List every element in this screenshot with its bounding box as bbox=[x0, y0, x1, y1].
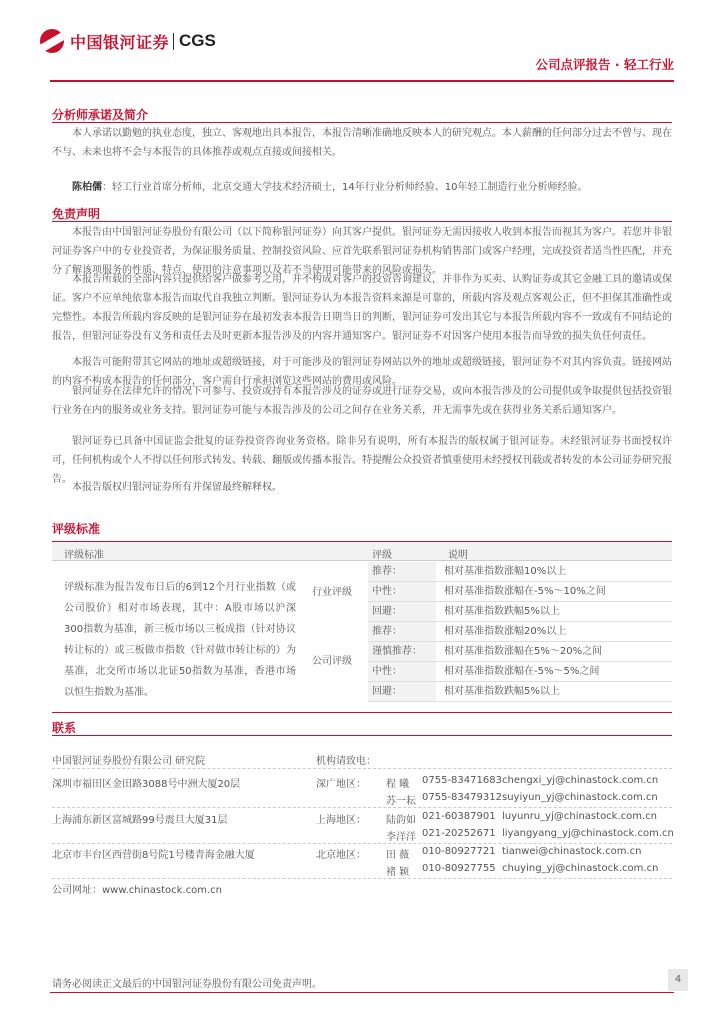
contact-row bbox=[316, 792, 676, 808]
section-rule bbox=[52, 221, 672, 222]
rating-row bbox=[368, 602, 672, 622]
contact-region: 深广地区： bbox=[316, 779, 366, 790]
rating-desc: 相对基准指数涨幅在-5%～10%之间 bbox=[444, 586, 606, 597]
section-rule bbox=[52, 735, 672, 736]
analyst-statement: 本人承诺以勤勉的执业态度，独立、客观地出具本报告，本报告清晰准确地反映本人的研究观点。本人薪酬的任何部分过去不曾与、现在不与、未来也将不会与本报告的具体推荐或观点直接或间接相关。 bbox=[52, 128, 672, 158]
contact-email[interactable]: liyangyang_yj@chinastock.com.cn bbox=[502, 828, 674, 839]
rating-row bbox=[368, 622, 672, 642]
analyst-name: 陈柏儒 bbox=[72, 182, 102, 193]
col-standard: 评级标准 bbox=[64, 550, 104, 561]
rating-table-bottom-rule bbox=[52, 712, 672, 713]
logo-en-text: CGS bbox=[179, 31, 216, 50]
col-desc: 说明 bbox=[448, 550, 468, 561]
report-type: 公司点评报告 · 轻工行业 bbox=[535, 57, 674, 72]
contact-name: 程 曦 bbox=[386, 779, 410, 790]
section-title-disclaimer: 免责声明 bbox=[52, 207, 101, 221]
contact-name: 李洋洋 bbox=[386, 832, 416, 843]
analyst-bio-text: ：轻工行业首席分析师，北京交通大学技术经济硕士，14年行业分析师经验、10年轻工制造行业分析师经验。 bbox=[102, 182, 588, 193]
rating-desc: 相对基准指数涨幅在-5%～5%之间 bbox=[444, 666, 600, 677]
dotted-divider bbox=[52, 878, 672, 879]
contact-region: 上海地区： bbox=[316, 815, 366, 826]
rating-level: 谨慎推荐： bbox=[368, 642, 436, 661]
disclaimer-p1: 本报告由中国银河证券股份有限公司（以下简称银河证券）向其客户提供。银河证券无需因接收人收到本报告而视其为客户。若您并非银河证券客户中的专业投资者，为保证服务质量、控制投资风险、应首先联系银河证券机构销售部门或客户经理，完成投资者适当性匹配，并充分了解该项服务的性质、特点、使用的注意事项以及若不当使用可能带来的风险或损失。 bbox=[52, 227, 672, 276]
section-title-analyst: 分析师承诺及简介 bbox=[52, 108, 149, 122]
contact-name: 陆韵如 bbox=[386, 815, 416, 826]
contact-email[interactable]: chengxi_yj@chinastock.com.cn bbox=[502, 775, 659, 786]
address-beijing: 北京市丰台区西营街8号院1号楼青海金融大厦 bbox=[52, 850, 255, 861]
section-title-rating: 评级标准 bbox=[52, 522, 101, 536]
contact-email[interactable]: luyunru_yj@chinastock.com.cn bbox=[502, 811, 658, 822]
contact-name: 田 薇 bbox=[386, 850, 410, 861]
contact-email[interactable]: tianwei@chinastock.com.cn bbox=[502, 846, 642, 857]
analyst-bio bbox=[52, 178, 672, 197]
dotted-divider bbox=[52, 807, 672, 808]
footer-rule bbox=[50, 992, 674, 993]
contact-phone: 021-20252671 bbox=[422, 828, 496, 839]
footer-disclaimer: 请务必阅读正文最后的中国银河证券股份有限公司免责声明。 bbox=[52, 979, 322, 990]
rating-level: 回避： bbox=[368, 682, 436, 701]
contact-phone: 010-80927755 bbox=[422, 863, 496, 874]
rating-table bbox=[52, 541, 672, 709]
rating-desc: 相对基准指数涨幅10%以上 bbox=[444, 566, 567, 577]
industry-rating-label: 行业评级 bbox=[312, 587, 352, 598]
logo-cn-text: 中国银河证券 bbox=[70, 32, 170, 52]
contact-phone: 0755-83471683 bbox=[422, 775, 502, 786]
company-website[interactable]: 公司网址：www.chinastock.com.cn bbox=[52, 885, 222, 896]
contact-phone: 010-80927721 bbox=[422, 846, 496, 857]
rating-desc: 相对基准指数涨幅20%以上 bbox=[444, 626, 567, 637]
rating-level: 回避： bbox=[368, 602, 436, 621]
contact-phone: 0755-83479312 bbox=[422, 792, 502, 803]
contact-email[interactable]: suyiyun_yj@chinastock.com.cn bbox=[502, 792, 658, 803]
rating-level: 推荐： bbox=[368, 622, 436, 641]
contact-row bbox=[316, 811, 676, 827]
rating-row bbox=[368, 682, 672, 702]
contact-row bbox=[316, 863, 676, 879]
contact-name: 褚 颖 bbox=[386, 867, 410, 878]
rating-level: 中性： bbox=[368, 582, 436, 601]
dotted-divider bbox=[52, 768, 672, 769]
contact-region: 北京地区： bbox=[316, 850, 366, 861]
dotted-divider bbox=[52, 843, 672, 844]
rating-level: 中性： bbox=[368, 662, 436, 681]
rating-row bbox=[368, 662, 672, 682]
rating-desc: 相对基准指数涨幅在5%～20%之间 bbox=[444, 646, 603, 657]
contact-name: 苏一耘 bbox=[386, 796, 416, 807]
page-header bbox=[0, 0, 724, 80]
contact-row bbox=[316, 846, 676, 862]
sales-label: 机构请致电： bbox=[316, 756, 376, 767]
rating-level: 推荐： bbox=[368, 562, 436, 581]
address-shenzhen: 深圳市福田区金田路3088号中洲大厦20层 bbox=[52, 779, 241, 790]
research-institute: 中国银河证券股份有限公司 研究院 bbox=[52, 756, 206, 767]
rating-row bbox=[368, 562, 672, 582]
disclaimer-p6: 本报告版权归银河证券所有并保留最终解释权。 bbox=[72, 482, 282, 493]
rating-row bbox=[368, 582, 672, 602]
rating-standard-text: 评级标准为报告发布日后的6到12个月行业指数（或公司股价）相对市场表现，其中：A股市场以沪深300指数为基准，新三板市场以三板成指（针对协议转让标的）或三板做市指数（针对做市转让标的）为基准，北交所市场以北证50指数为基准，香港市场以恒生指数为基准。 bbox=[64, 582, 296, 698]
disclaimer-p2: 本报告所载的全部内容只提供给客户做参考之用，并不构成对客户的投资咨询建议，并非作为买卖、认购证券或其它金融工具的邀请或保证。客户不应单纯依靠本报告而取代自我独立判断。银河证券认为本报告资料来源是可靠的，所载内容及观点客观公正，但不担保其准确性或完整性。本报告所载内容反映的是银河证券在最初发表本报告日期当日的判断，银河证券可发出其它与本报告所载内容不一致或有不同结论的报告，但银河证券没有义务和责任去及时更新本报告涉及的内容并通知客户。银河证券不对因客户使用本报告而导致的损失负任何责任。 bbox=[52, 274, 672, 342]
disclaimer-p5: 银河证券已具备中国证监会批复的证券投资咨询业务资格。除非另有说明，所有本报告的版权属于银河证券。未经银河证券书面授权许可，任何机构或个人不得以任何形式转发、转载、翻版或传播本报告。特提醒公众投资者慎重使用未经授权刊载或者转发的本公司证券研究报告。 bbox=[52, 436, 672, 485]
rating-desc: 相对基准指数跌幅5%以上 bbox=[444, 606, 560, 617]
contact-row bbox=[316, 775, 676, 791]
address-shanghai: 上海浦东新区富城路99号震旦大厦31层 bbox=[52, 815, 228, 826]
section-title-contact: 联系 bbox=[52, 721, 77, 735]
company-logo bbox=[40, 26, 216, 56]
section-rule bbox=[52, 122, 672, 123]
logo-emblem-icon bbox=[40, 29, 64, 53]
company-rating-label: 公司评级 bbox=[312, 656, 352, 667]
disclaimer-p3: 本报告可能附带其它网站的地址或超级链接，对于可能涉及的银河证券网站以外的地址或超级链接，银河证券不对其内容负责。链接网站的内容不构成本报告的任何部分，客户需自行承担浏览这些网站的费用或风险。 bbox=[52, 357, 672, 387]
rating-desc: 相对基准指数跌幅5%以上 bbox=[444, 686, 560, 697]
contact-phone: 021-60387901 bbox=[422, 811, 496, 822]
contact-row bbox=[316, 828, 676, 844]
header-rule bbox=[50, 80, 674, 82]
contact-email[interactable]: chuying_yj@chinastock.com.cn bbox=[502, 863, 659, 874]
rating-table-header bbox=[52, 541, 672, 561]
disclaimer-p4: 银河证券在法律允许的情况下可参与、投资或持有本报告涉及的证券或进行证券交易，或向本报告涉及的公司提供或争取提供包括投资银行业务在内的服务或业务支持。银河证券可能与本报告涉及的公司之间存在业务关系，并无需事先或在获得业务关系后通知客户。 bbox=[52, 386, 672, 416]
col-level: 评级 bbox=[372, 550, 392, 561]
page-number: 4 bbox=[668, 969, 688, 991]
rating-row bbox=[368, 642, 672, 662]
logo-divider bbox=[173, 33, 174, 50]
